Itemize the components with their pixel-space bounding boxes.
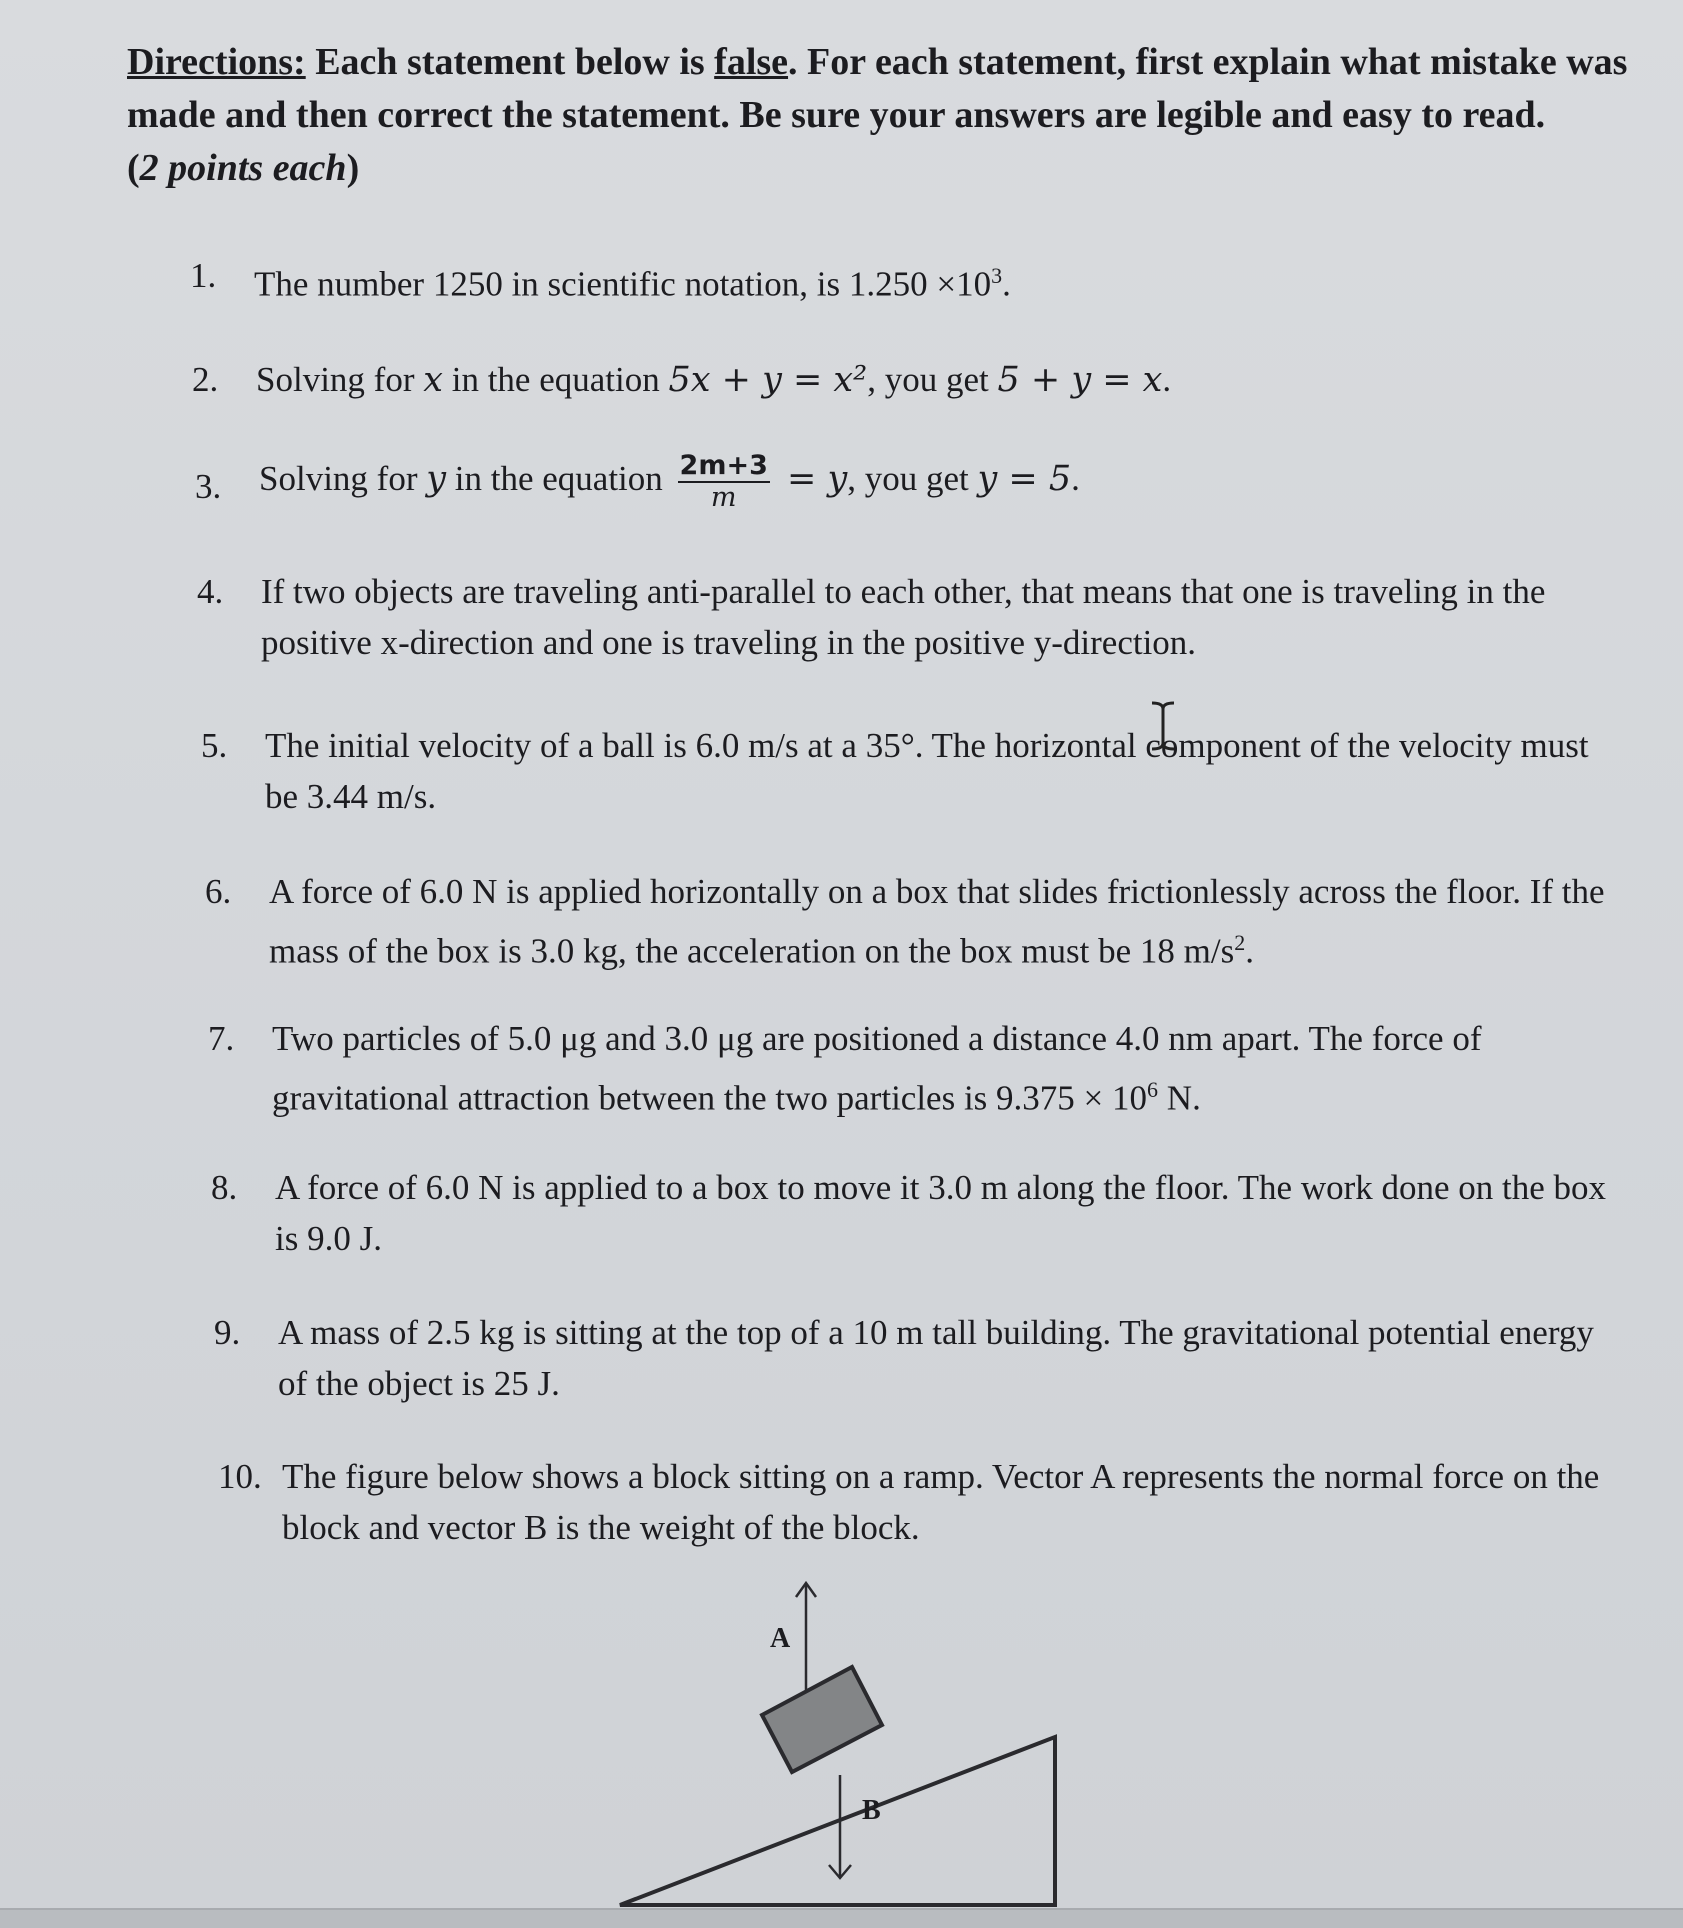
statement-7: 7. Two particles of 5.0 μg and 3.0 μg are positioned a distance 4.0 nm apart. The force of gravitational attraction between the two particles is $9.375 \times 10^6$ N. bbox=[208, 1019, 1482, 1118]
statement-6: 6. A force of 6.0 N is applied horizontally on a box that slides frictionlessly across the floor. If the mass of the box is 3.0 kg, the acceleration on the box must be 18 $m/s^2$. bbox=[205, 872, 1605, 971]
directions-intro: Each statement below is bbox=[305, 41, 715, 83]
statement-3: 3. Solving for y in the equation $\frac{2m+3}{m}$ = y, you get y = 5. bbox=[195, 450, 1080, 513]
ramp bbox=[620, 1737, 1055, 1905]
statement-1: 1. The number 1250 in scientific notation, is $1.250 \times 10^3$. bbox=[190, 256, 1011, 304]
ramp-figure bbox=[600, 1575, 1080, 1915]
block bbox=[762, 1667, 882, 1772]
statement-8: 8. A force of 6.0 N is applied to a box to move it 3.0 m along the floor. The work done on the box is 9.0 J. bbox=[211, 1168, 1607, 1258]
vector-b-label: B bbox=[862, 1795, 881, 1826]
vector-a-arrow bbox=[796, 1583, 816, 1690]
statement-10: 10. The figure below shows a block sitting on a ramp. Vector A represents the normal force on the block and vector B is the weight of the block. bbox=[218, 1457, 1600, 1547]
fraction: $\frac{2m+3}{m}$ bbox=[679, 450, 768, 513]
directions-rest: . For each statement, first explain what mistake was made and then correct the statement. Be sure your answers are legible and easy to read. bbox=[127, 41, 1628, 136]
statement-2: 2. Solving for x in the equation 5x + y = x², you get 5 + y = x. bbox=[192, 360, 1172, 400]
statement-9: 9. A mass of 2.5 kg is sitting at the top of a 10 m tall building. The gravitational potential energy of the object is 25 J. bbox=[214, 1313, 1594, 1403]
statement-4: 4. If two objects are traveling anti-parallel to each other, that means that one is traveling in the positive x-direction and one is traveling in the positive y-direction. bbox=[197, 572, 1546, 662]
directions bbox=[127, 36, 1647, 195]
text-cursor-icon bbox=[1148, 700, 1178, 752]
equation-result: 5 + y = x bbox=[997, 360, 1163, 400]
points-note: (2 points each) bbox=[127, 147, 360, 189]
vector-b-arrow bbox=[829, 1775, 851, 1878]
directions-label: Directions: bbox=[127, 41, 306, 83]
equation: 5x + y = x² bbox=[668, 360, 868, 400]
statement-5: 5. The initial velocity of a ball is 6.0 m/s at a 35°. The horizontal component of the velocity must be 3.44 m/s. bbox=[201, 726, 1589, 816]
vector-a-label: A bbox=[770, 1623, 791, 1654]
false-word: false bbox=[714, 41, 789, 83]
